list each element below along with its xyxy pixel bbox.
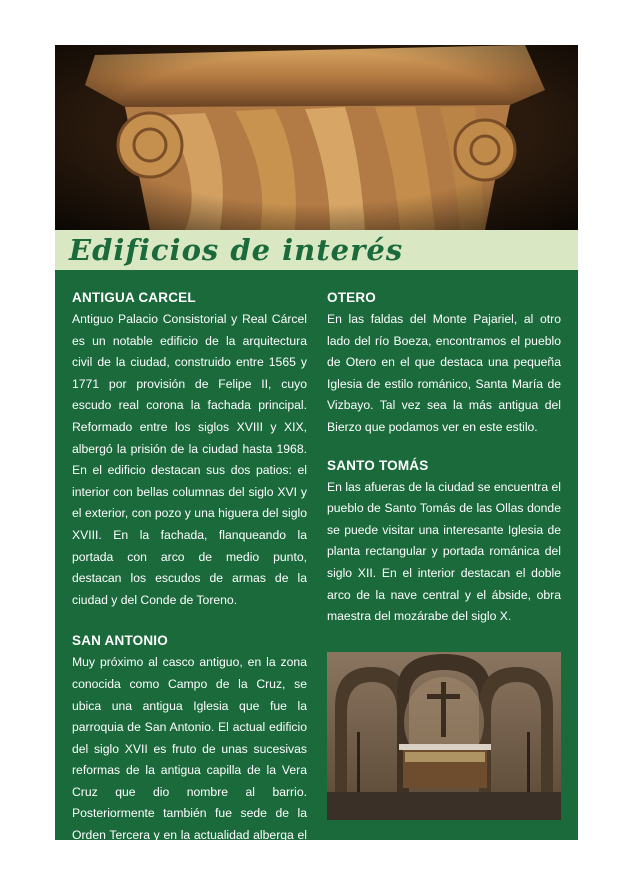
church-interior-illustration — [327, 652, 561, 820]
left-column — [72, 288, 307, 868]
section-santo-tomas — [327, 456, 561, 628]
section-text: En las faldas del Monte Pajariel, al otro lado del río Boeza, encontramos el pueblo de Otero en el que destaca una pequeña Iglesia de estilo románico, Santa María de Vizbayo. Tal vez sea la más antigua del Bierzo que podamos ver en este estilo. — [327, 312, 561, 434]
section-antigua-carcel — [72, 288, 307, 611]
section-otero — [327, 288, 561, 439]
romanesque-capital-photo — [55, 45, 578, 230]
section-san-antonio — [72, 631, 307, 868]
title-band — [55, 230, 578, 270]
section-heading: OTERO — [327, 290, 377, 305]
section-text: Antiguo Palacio Consistorial y Real Cárcel es un notable edificio de la arquitectura civil de la ciudad, construido entre 1565 y 1771 por provisión de Felipe II, cuyo escudo real corona la fachada principal. Reformado entre los siglos XVIII y XIX, albergó la prisión de la ciudad hasta 1968. En el edificio destacan sus dos patios: el interior con bellas columnas del siglo XVI y el exterior, con pozo y una higuera del siglo XVIII. En la fachada, flanqueando la portada con arco de medio punto, destacan los escudos de armas de la ciudad y del Conde de Toreno. — [72, 312, 307, 607]
section-heading: SAN ANTONIO — [72, 633, 168, 649]
section-text: Muy próximo al casco antiguo, en la zona conocida como Campo de la Cruz, se ubica una antigua Iglesia que fue la parroquia de San Antonio. El actual edificio del siglo XVII es fruto de unas sucesivas reformas de la antigua capilla de la Vera Cruz que dio nombre al barrio. Posteriormente también fue sede de la Orden Tercera y en la actualidad alberga el Museo de la Semana Santa. — [72, 655, 307, 864]
section-heading: ANTIGUA CARCEL — [72, 290, 196, 305]
church-altar-interior-photo — [327, 652, 561, 820]
section-text: En las afueras de la ciudad se encuentra el pueblo de Santo Tomás de las Ollas donde se puede visitar una interesante Iglesia de planta rectangular y portada románica del siglo XII. En el interior destacan el doble arco de la nave central y el ábside, obra maestra del mozárabe del siglo X. — [327, 479, 561, 624]
page-title: Edificios de interés — [69, 233, 404, 267]
capital-illustration — [55, 45, 578, 230]
section-heading: SANTO TOMÁS — [327, 457, 429, 473]
right-column — [327, 288, 561, 628]
content-panel — [55, 45, 578, 864]
